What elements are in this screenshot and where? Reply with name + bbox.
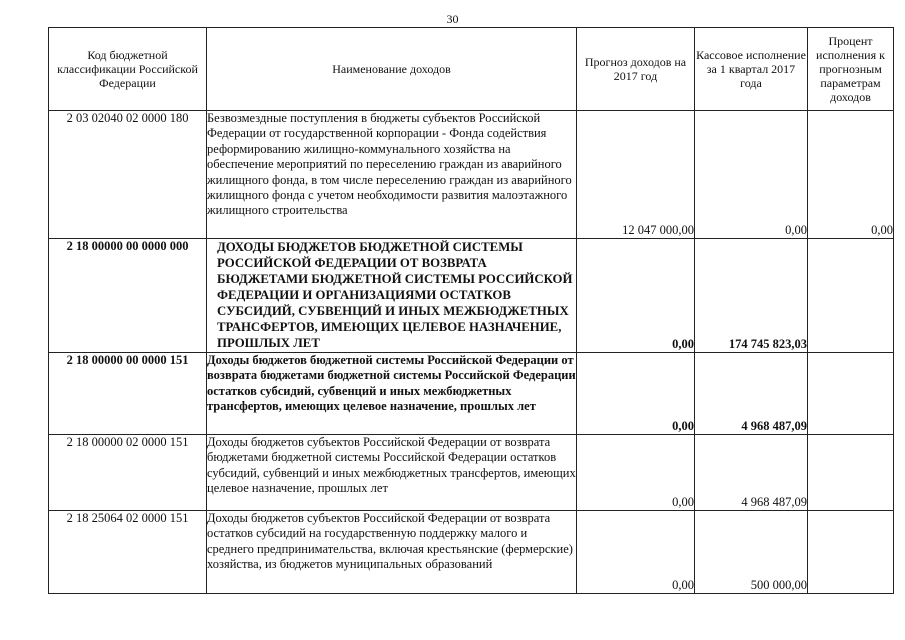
header-percent: Процент исполнения к прогнозным параметрам доходов xyxy=(808,28,894,111)
row-forecast: 0,00 xyxy=(577,353,695,435)
row-name: Доходы бюджетов субъектов Российской Федерации от возврата бюджетами бюджетной системы Российской Федерации остатков субсидий, субвенций и иных межбюджетных трансфертов, имеющих целевое назначение, прошлых лет xyxy=(207,435,577,511)
row-code: 2 18 00000 00 0000 000 xyxy=(49,239,207,353)
row-code: 2 18 25064 02 0000 151 xyxy=(49,511,207,594)
row-percent xyxy=(808,239,894,353)
row-percent xyxy=(808,435,894,511)
header-cash-execution: Кассовое исполнение за 1 квартал 2017 года xyxy=(695,28,808,111)
page-number: 30 xyxy=(446,12,459,26)
table-row xyxy=(49,239,894,353)
row-name: Доходы бюджетов субъектов Российской Федерации от возврата остатков субсидий на государственную поддержку малого и среднего предпринимательства, включая крестьянские (фермерские) хозяйства, из бюджетов муниципальных образований xyxy=(207,511,577,594)
header-forecast: Прогноз доходов на 2017 год xyxy=(577,28,695,111)
row-name: Доходы бюджетов бюджетной системы Российской Федерации от возврата бюджетами бюджетной системы Российской Федерации остатков субсидий, субвенций и иных межбюджетных трансфертов, имеющих целевое назначение, прошлых лет xyxy=(207,353,577,435)
header-name: Наименование доходов xyxy=(207,28,577,111)
row-cash: 500 000,00 xyxy=(695,511,808,594)
table-row xyxy=(49,353,894,435)
budget-revenue-table xyxy=(48,27,894,594)
row-cash: 0,00 xyxy=(695,111,808,239)
row-code: 2 03 02040 02 0000 180 xyxy=(49,111,207,239)
row-forecast: 0,00 xyxy=(577,435,695,511)
row-name: ДОХОДЫ БЮДЖЕТОВ БЮДЖЕТНОЙ СИСТЕМЫ РОССИЙСКОЙ ФЕДЕРАЦИИ ОТ ВОЗВРАТА БЮДЖЕТАМИ БЮДЖЕТНОЙ СИСТЕМЫ РОССИЙСКОЙ ФЕДЕРАЦИИ И ОРГАНИЗАЦИЯМИ ОСТАТКОВ СУБСИДИЙ, СУБВЕНЦИЙ И ИНЫХ МЕЖБЮДЖЕТНЫХ ТРАНСФЕРТОВ, ИМЕЮЩИХ ЦЕЛЕВОЕ НАЗНАЧЕНИЕ, ПРОШЛЫХ ЛЕТ xyxy=(207,239,577,353)
row-percent: 0,00 xyxy=(808,111,894,239)
table-row xyxy=(49,511,894,594)
row-forecast: 12 047 000,00 xyxy=(577,111,695,239)
row-cash: 4 968 487,09 xyxy=(695,435,808,511)
row-percent xyxy=(808,511,894,594)
row-percent xyxy=(808,353,894,435)
table-row xyxy=(49,111,894,239)
table-header-row xyxy=(49,28,894,111)
row-cash: 4 968 487,09 xyxy=(695,353,808,435)
row-code: 2 18 00000 02 0000 151 xyxy=(49,435,207,511)
row-name: Безвозмездные поступления в бюджеты субъектов Российской Федерации от государственной корпорации - Фонда содействия реформированию жилищно-коммунального хозяйства на обеспечение мероприятий по переселению граждан из аварийного жилищного фонда, в том числе переселению граждан из аварийного жилищного фонда с учетом необходимости развития малоэтажного жилищного строительства xyxy=(207,111,577,239)
row-cash: 174 745 823,03 xyxy=(695,239,808,353)
table-row xyxy=(49,435,894,511)
row-forecast: 0,00 xyxy=(577,239,695,353)
row-code: 2 18 00000 00 0000 151 xyxy=(49,353,207,435)
header-code: Код бюджетной классификации Российской Федерации xyxy=(49,28,207,111)
row-forecast: 0,00 xyxy=(577,511,695,594)
